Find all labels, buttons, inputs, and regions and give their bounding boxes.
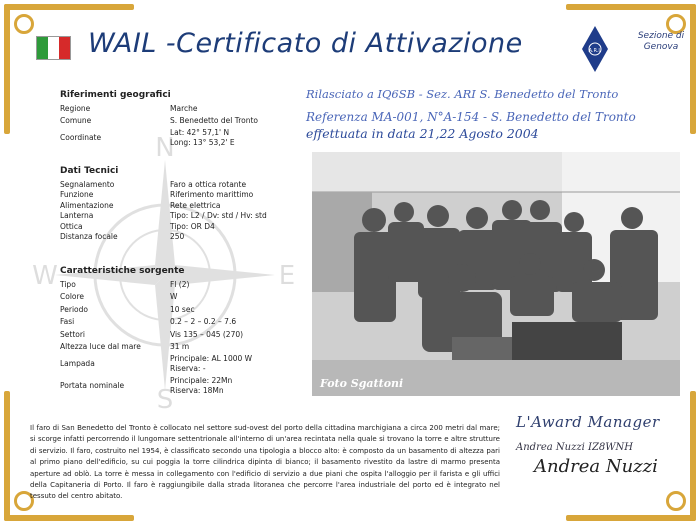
source-row: Lampada Principale: AL 1000 W Riserva: - [60, 353, 253, 373]
flag-stripe [37, 37, 48, 59]
issued-to-line: Rilasciato a IQ6SB - Sez. ARI S. Benedetto del Tronto [306, 87, 619, 101]
flag-stripe [48, 37, 59, 59]
tech-row: Funzione Riferimento marittimo [60, 190, 254, 199]
geo-block [60, 90, 258, 149]
tech-block [60, 166, 267, 243]
award-manager-title: L'Award Manager [516, 413, 660, 431]
source-row: Fasi 0.2 – 2 – 0.2 – 7.6 [60, 317, 237, 326]
compass-w: W [32, 261, 58, 291]
source-block [60, 266, 252, 397]
geo-heading: Riferimenti geografici [60, 90, 171, 100]
award-manager-signature: Andrea Nuzzi [534, 456, 658, 477]
compass-n: N [155, 133, 175, 163]
source-row: Settori Vis 135 – 045 (270) [60, 329, 244, 339]
source-heading: Caratteristiche sorgente [60, 266, 185, 276]
geo-row: Coordinate Lat: 42° 57,1' N Long: 13° 53,2' E [60, 127, 235, 147]
tech-row: Alimentazione Rete elettrica [60, 200, 221, 210]
geo-row: Regione Marche [60, 103, 198, 113]
source-row: Colore W [60, 292, 178, 301]
reference-line: Referenza MA-001, N°A-154 - S. Benedetto del Tronto [306, 110, 636, 124]
compass-e: E [278, 261, 296, 291]
tech-row: Segnalamento Faro a ottica rotante [60, 179, 247, 189]
source-row: Tipo Fl (2) [60, 279, 190, 289]
tech-row: Distanza focale 250 [60, 232, 185, 241]
award-manager-name: Andrea Nuzzi IZ8WNH [516, 442, 634, 453]
svg-text:A.R.I.: A.R.I. [588, 48, 602, 54]
photo-caption: Foto Sgattoni [320, 377, 404, 390]
compass-s: S [156, 385, 174, 415]
tech-row: Lanterna Tipo: L2 / Dv: std / Hv: std [60, 211, 267, 220]
tech-heading: Dati Tecnici [60, 166, 119, 176]
section-label: Sezione di Genova [637, 31, 685, 52]
italian-flag-icon [36, 36, 71, 60]
flag-stripe [59, 37, 70, 59]
date-line: effettuata in data 21,22 Agosto 2004 [306, 126, 539, 141]
tech-row: Ottica Tipo: OR D4 [60, 221, 215, 231]
group-photo [312, 152, 680, 396]
ari-diamond-logo-icon [582, 26, 608, 72]
lighthouse-description: Il faro di San Benedetto del Tronto è collocato nel settore sud-ovest del porto della cittadina marchigiana a circa 200 metri dal mare; si scorge infatti percorrendo il lungomare settentrionale all'interno di un'area recintata nella quale si trovano la torre e altre strutture di servizio. Il faro, costruito nel 1954, è classificato secondo una tipologia a blocco alto: è composto da un basamento di altezza pari al primo piano dell'edificio, su cui poggia la torre cilindrica dipinta di bianco; il basamento rivestito da lastre di marmo presenta aperture ad oblò. La torre è messa in collegamento con l'edificio di servizio a due piani che ospita l'alloggio per il farista e gli uffici della Capitaneria di Porto. Il faro è raggiungibile dalla strada litoranea che percorre l'area industriale del porto ed è integrato nel tessuto del centro abitato. [30, 424, 500, 501]
source-row: Portata nominale Principale: 22Mn Riserva: 18Mn [60, 375, 233, 395]
geo-row: Comune S. Benedetto del Tronto [60, 116, 258, 125]
source-row: Periodo 10 sec [60, 304, 195, 314]
group-photo-illustration [312, 152, 680, 396]
certificate-title: WAIL -Certificato di Attivazione [88, 28, 523, 59]
source-row: Altezza luce dal mare 31 m [60, 342, 190, 351]
